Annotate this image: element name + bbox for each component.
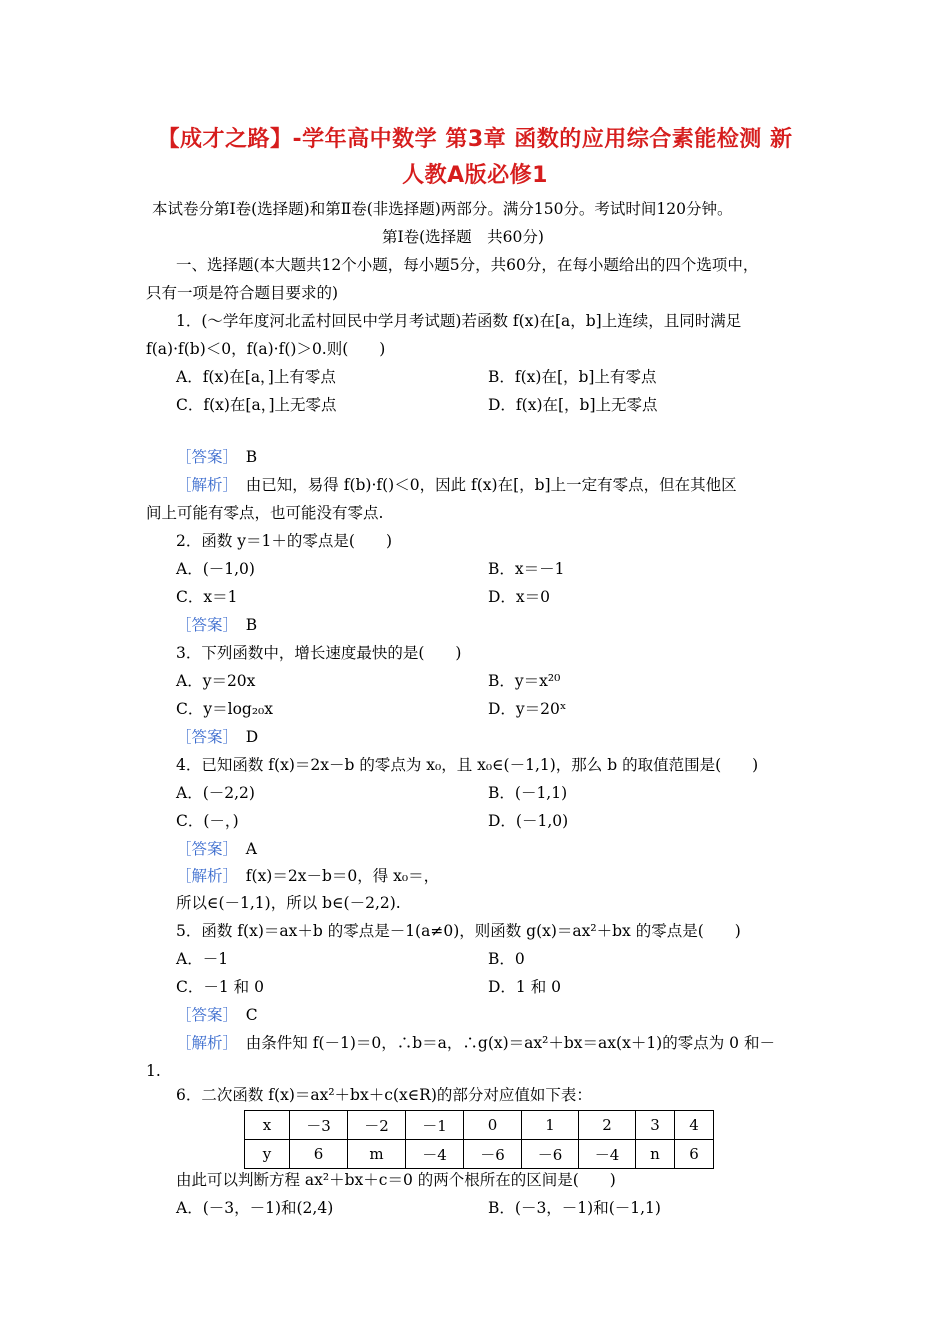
question-4-option-a: A．(－2,2) bbox=[176, 784, 255, 802]
table-cell: n bbox=[636, 1140, 675, 1169]
value-table bbox=[244, 1110, 714, 1169]
question-5-analysis-cont: 1. bbox=[146, 1062, 161, 1080]
table-cell: －3 bbox=[290, 1111, 348, 1140]
question-5-option-d: D．1 和 0 bbox=[488, 978, 562, 996]
table-cell: －2 bbox=[348, 1111, 406, 1140]
question-2-option-b: B．x＝－1 bbox=[488, 560, 565, 578]
section-instructions: 一、选择题(本大题共12个小题，每小题5分，共60分，在每小题给出的四个选项中， bbox=[176, 256, 759, 274]
question-2-option-a: A．(－1,0) bbox=[176, 560, 255, 578]
question-4-stem: 4．已知函数 f(x)＝2x－b 的零点为 x₀，且 x₀∈(－1,1)，那么 b 的取值范围是( ) bbox=[176, 756, 759, 774]
answer-label: ［答案］ bbox=[176, 728, 231, 746]
question-6-stem: 6．二次函数 f(x)＝ax²＋bx＋c(x∈R)的部分对应值如下表： bbox=[176, 1086, 592, 1104]
question-3-option-c: C．y＝log₂₀x bbox=[176, 700, 273, 718]
question-1-option-a: A．f(x)在[a，]上有零点 bbox=[176, 368, 336, 386]
question-5-answer bbox=[176, 1005, 258, 1025]
question-4-analysis-cont: 所以∈(－1,1)，所以 b∈(－2,2). bbox=[176, 894, 401, 912]
question-1-analysis-cont: 间上可能有零点，也可能没有零点. bbox=[146, 504, 384, 522]
question-4-option-c: C．(－，) bbox=[176, 812, 239, 830]
section-instructions-cont: 只有一项是符合题目要求的) bbox=[146, 284, 339, 302]
table-cell: 3 bbox=[636, 1111, 675, 1140]
question-5-analysis bbox=[176, 1033, 775, 1053]
table-cell: y bbox=[245, 1140, 290, 1169]
question-3-stem: 3．下列函数中，增长速度最快的是( ) bbox=[176, 644, 462, 662]
answer-label: ［答案］ bbox=[176, 448, 231, 466]
question-3-option-d: D．y＝20ˣ bbox=[488, 700, 567, 718]
question-1-answer bbox=[176, 447, 257, 467]
part-heading: 第Ⅰ卷(选择题 共60分) bbox=[382, 228, 544, 246]
analysis-text: 由已知，易得 f(b)·f()＜0，因此 f(x)在[，b]上一定有零点，但在其他区 bbox=[245, 476, 737, 494]
answer-value: C bbox=[245, 1006, 258, 1024]
question-6-option-b: B．(－3，－1)和(－1,1) bbox=[488, 1199, 661, 1217]
table-cell: －1 bbox=[406, 1111, 464, 1140]
answer-label: ［答案］ bbox=[176, 840, 231, 858]
answer-label: ［答案］ bbox=[176, 1006, 231, 1024]
table-row-x bbox=[245, 1111, 714, 1140]
question-1-stem: 1．(～学年度河北孟村回民中学月考试题)若函数 f(x)在[a，b]上连续，且同时满足 bbox=[176, 312, 742, 330]
question-2-answer bbox=[176, 615, 257, 635]
question-4-analysis bbox=[176, 866, 439, 886]
answer-value: B bbox=[245, 616, 258, 634]
question-2-stem: 2．函数 y＝1＋的零点是( ) bbox=[176, 532, 393, 550]
question-3-answer bbox=[176, 727, 258, 747]
question-4-option-b: B．(－1,1) bbox=[488, 784, 568, 802]
question-1-option-b: B．f(x)在[，b]上有零点 bbox=[488, 368, 657, 386]
question-5-option-a: A．－1 bbox=[176, 950, 229, 968]
question-5-option-b: B．0 bbox=[488, 950, 525, 968]
table-cell: 2 bbox=[579, 1111, 636, 1140]
question-1-option-d: D．f(x)在[，b]上无零点 bbox=[488, 396, 658, 414]
question-4-option-d: D．(－1,0) bbox=[488, 812, 569, 830]
answer-value: B bbox=[245, 448, 258, 466]
table-row-y bbox=[245, 1140, 714, 1169]
question-3-option-b: B．y＝x²⁰ bbox=[488, 672, 561, 690]
table-cell: 4 bbox=[675, 1111, 714, 1140]
analysis-text: 由条件知 f(－1)＝0，∴b＝a，∴g(x)＝ax²＋bx＝ax(x＋1)的零点为 0 和－ bbox=[245, 1034, 775, 1052]
question-2-option-c: C．x＝1 bbox=[176, 588, 238, 606]
page-title-line2: 人教A版必修1 bbox=[402, 163, 548, 188]
page-title-line1: 【成才之路】-学年高中数学 第3章 函数的应用综合素能检测 新 bbox=[157, 127, 793, 152]
question-5-stem: 5．函数 f(x)＝ax＋b 的零点是－1(a≠0)，则函数 g(x)＝ax²＋bx 的零点是( ) bbox=[176, 922, 741, 940]
table-cell: －4 bbox=[406, 1140, 464, 1169]
question-4-answer bbox=[176, 839, 257, 859]
answer-value: D bbox=[245, 728, 259, 746]
table-cell: －6 bbox=[464, 1140, 522, 1169]
table-cell: －6 bbox=[522, 1140, 579, 1169]
question-3-option-a: A．y＝20x bbox=[176, 672, 256, 690]
table-cell: 6 bbox=[290, 1140, 348, 1169]
answer-value: A bbox=[245, 840, 257, 858]
question-6-option-a: A．(－3，－1)和(2,4) bbox=[176, 1199, 334, 1217]
question-1-stem-cont: f(a)·f(b)＜0，f(a)·f()＞0.则( ) bbox=[146, 340, 386, 358]
table-cell: 1 bbox=[522, 1111, 579, 1140]
intro-text: 本试卷分第Ⅰ卷(选择题)和第Ⅱ卷(非选择题)两部分。满分150分。考试时间120分钟。 bbox=[152, 200, 733, 218]
analysis-label: ［解析］ bbox=[176, 867, 231, 885]
analysis-text: f(x)＝2x－b＝0，得 x₀＝， bbox=[245, 867, 440, 885]
table-cell: 0 bbox=[464, 1111, 522, 1140]
analysis-label: ［解析］ bbox=[176, 476, 231, 494]
question-2-option-d: D．x＝0 bbox=[488, 588, 551, 606]
table-cell: 6 bbox=[675, 1140, 714, 1169]
analysis-label: ［解析］ bbox=[176, 1034, 231, 1052]
table-cell: m bbox=[348, 1140, 406, 1169]
question-1-option-c: C．f(x)在[a，]上无零点 bbox=[176, 396, 337, 414]
table-cell: x bbox=[245, 1111, 290, 1140]
question-5-option-c: C．－1 和 0 bbox=[176, 978, 264, 996]
answer-label: ［答案］ bbox=[176, 616, 231, 634]
question-6-prompt: 由此可以判断方程 ax²＋bx＋c＝0 的两个根所在的区间是( ) bbox=[176, 1171, 616, 1189]
table-cell: －4 bbox=[579, 1140, 636, 1169]
question-1-analysis bbox=[176, 475, 737, 495]
